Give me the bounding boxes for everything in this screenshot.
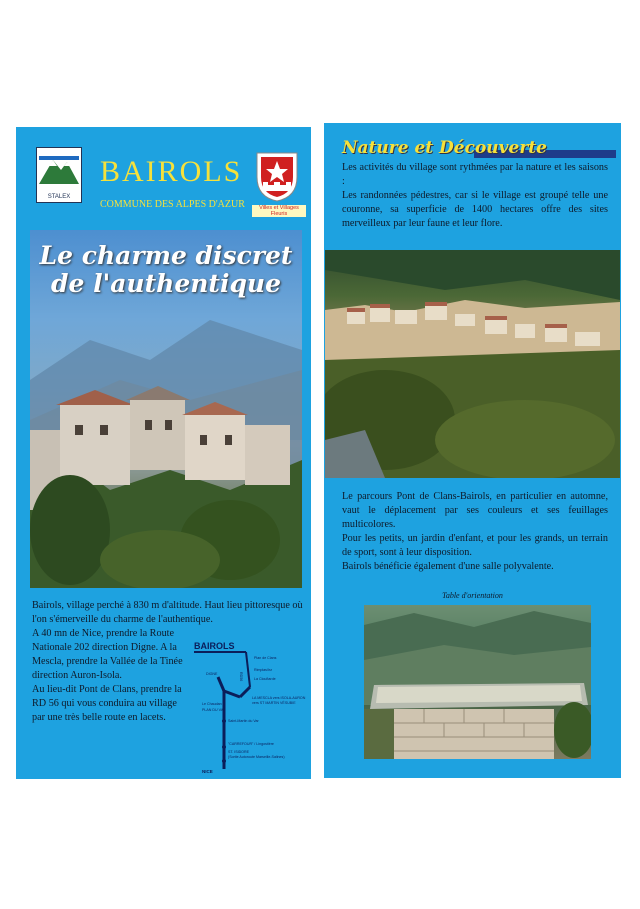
nature-paragraph-2: Les randonnées pédestres, car si le village est groupé telle une couronne, sa superficie de 1400 hectares offre des sites merveilleux par leur faune et leur flore. (342, 190, 608, 229)
nature-paragraph-1: Les activités du village sont rythmées par la nature et les saisons : (342, 162, 608, 187)
headline-line-2: de l'authentique (50, 269, 282, 298)
map-label-digne: DIGNE (206, 672, 218, 676)
nature-intro (342, 161, 608, 231)
page-subtitle: COMMUNE DES ALPES D'AZUR (100, 199, 245, 210)
orientation-table-illustration (364, 605, 591, 759)
map-label-chaudan: Le Chaudan (202, 702, 222, 706)
village-photo (30, 230, 302, 588)
activities-text (342, 490, 608, 574)
map-label-plan-var: PLAN DU VAR (202, 708, 226, 712)
left-panel (16, 127, 311, 779)
map-label-plan: Plan de Clans (254, 656, 277, 660)
logo-text: STALEX (47, 194, 71, 200)
route-map (188, 637, 308, 777)
intro-text (32, 599, 304, 627)
stalex-logo (36, 147, 82, 203)
page-title: BAIROLS (100, 155, 243, 188)
activities-paragraph-1: Le parcours Pont de Clans-Bairols, en particulier en automne, vaut le déplacement par ses couleurs et ses feuillages multicolores. (342, 491, 608, 530)
headline-line-1: Le charme discret (39, 241, 293, 270)
orientation-table-photo (364, 605, 591, 759)
map-title: BAIROLS (194, 641, 235, 651)
map-label-rd56: RD56 (239, 672, 243, 682)
map-label-autoroute: (Sortie Autoroute Marseille-Salines) (228, 755, 285, 759)
directions-paragraph-1: A 40 mn de Nice, prendre la Route Nationale 202 direction Digne. A la Mescla, prendre la Vallée de la Tinée direction Auron-Isola. (32, 628, 183, 681)
photo-caption: Table d'orientation (442, 591, 503, 600)
map-label-clans: La Clouïtarde (254, 677, 276, 681)
headline (30, 242, 302, 298)
activities-paragraph-2: Pour les petits, un jardin d'enfant, et pour les grands, un terrain de sport, sont à leur disposition. (342, 533, 608, 558)
map-label-mescla: LA MESCLA vers ISOLA-AURON (252, 696, 306, 700)
map-label-martin: vers ST MARTIN VÉSUBIE (252, 701, 296, 705)
directions-paragraph-2: Au lieu-dit Pont de Clans, prendre la RD 56 qui vous conduira au village par une très belle route en lacets. (32, 684, 182, 723)
section-title: Nature et Découverte (342, 138, 547, 158)
crest-icon (253, 149, 301, 203)
badge-line-2: Fleuris (270, 211, 288, 217)
valley-illustration (325, 250, 620, 478)
right-panel (324, 123, 621, 778)
badge-line-1: Villes et Villages (259, 205, 299, 211)
map-label-rimplas: Rimplas/Isr (254, 668, 272, 672)
map-label-carrefour: "CARREFOUR" / Lingostière (228, 742, 274, 746)
map-label-st-isidore: ST. ISIDORE (228, 750, 249, 754)
valley-photo (325, 250, 620, 478)
villes-fleuris-badge (252, 205, 306, 217)
map-label-nice: NICE (202, 769, 213, 774)
map-label-stmartin-var: Saint-Martin du Var (228, 719, 259, 723)
activities-paragraph-3: Bairols bénéficie également d'une salle polyvalente. (342, 561, 554, 572)
intro-paragraph: Bairols, village perché à 830 m d'altitude. Haut lieu pittoresque où l'on s'émerveille du charme de l'authentique. (32, 600, 303, 625)
directions-text (32, 627, 192, 725)
